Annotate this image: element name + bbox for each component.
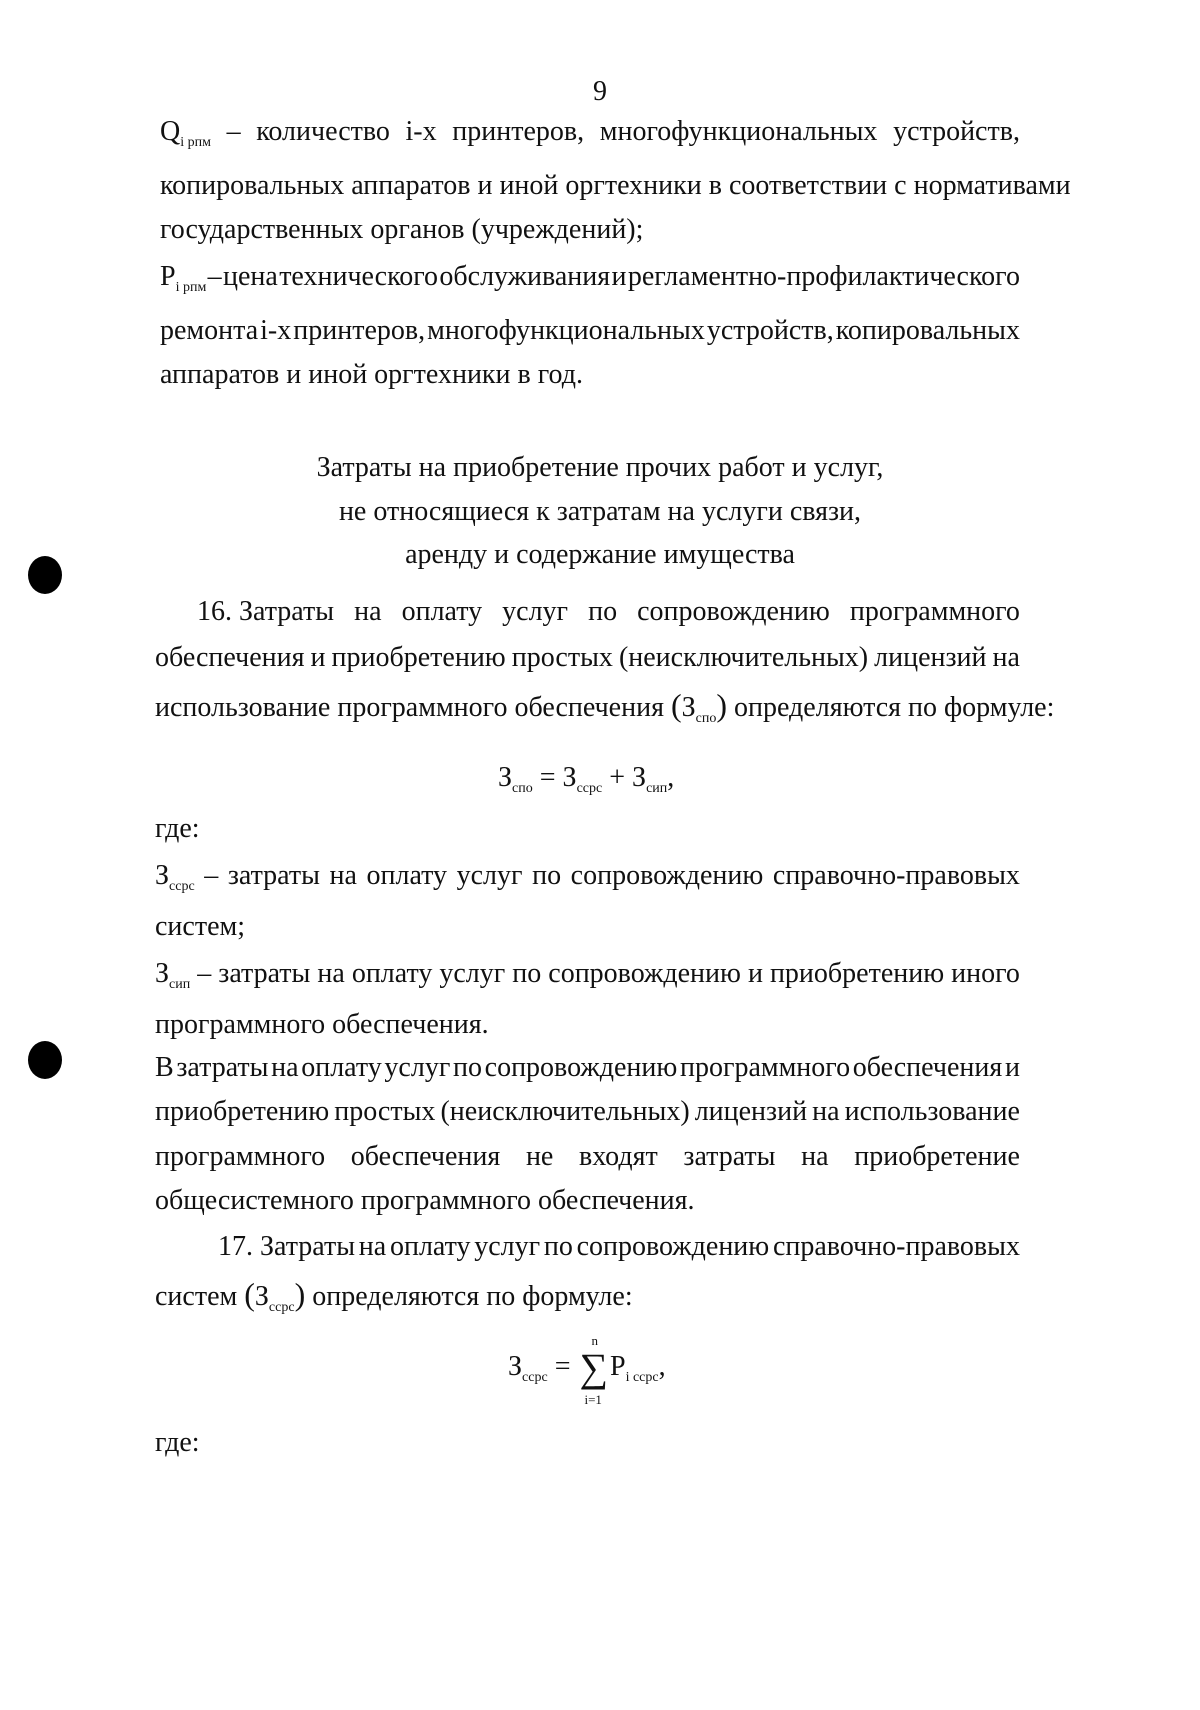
z-sip-symbol: $З_{сип}$ bbox=[155, 958, 191, 992]
q-symbol: $Q_{i рпм}$ bbox=[160, 116, 211, 150]
z-spo-symbol: $З_{спо}$ bbox=[681, 692, 717, 726]
where-label-2: где: bbox=[155, 1427, 200, 1458]
section-heading-line1: Затраты на приобретение прочих работ и услуг, bbox=[316, 452, 884, 483]
def-p-line2: ремонта i-х принтеров, многофункциональных устройств, копировальных bbox=[160, 315, 1020, 346]
item16-line3: использование программного обеспечения $(З_{спо})$ определяются по формуле: bbox=[155, 687, 1055, 726]
item16-line1: 16. Затраты на оплату услуг по сопровождению программного bbox=[197, 596, 1020, 627]
punch-hole-bottom bbox=[28, 1041, 62, 1079]
item17-line1: 17. Затраты на оплату услуг по сопровождению справочно-правовых bbox=[218, 1231, 1020, 1262]
note-line3: программного обеспечения не входят затраты на приобретение bbox=[155, 1141, 1020, 1172]
def-p-line1: $P_{i рпм}$ – цена технического обслуживания и регламентно-профилактического bbox=[160, 261, 1020, 295]
p-symbol: $P_{i рпм}$ bbox=[160, 261, 207, 295]
summation-sign: ∑ n i=1 bbox=[579, 1333, 608, 1407]
section-heading-line3: аренду и содержание имущества bbox=[405, 539, 795, 570]
note-line4: общесистемного программного обеспечения. bbox=[155, 1185, 695, 1216]
def-z-sip-line1: $З_{сип}$ – затраты на оплату услуг по сопровождению и приобретению иного bbox=[155, 958, 1020, 992]
page-number: 9 bbox=[593, 76, 607, 107]
def-z-sip-line2: программного обеспечения. bbox=[155, 1009, 489, 1040]
item17-line2: систем $(З_{ссрс})$ определяются по формуле: bbox=[155, 1276, 633, 1315]
def-q-line2: копировальных аппаратов и иной оргтехники в соответствии с нормативами bbox=[160, 170, 1071, 201]
note-line2: приобретению простых (неисключительных) лицензий на использование bbox=[155, 1096, 1020, 1127]
section-heading-line2: не относящиеся к затратам на услуги связи, bbox=[338, 496, 862, 527]
formula-z-spo: $З_{спо} = З_{ссрс} + З_{сип}$, bbox=[498, 762, 675, 796]
def-z-ssps-line1: $З_{ссрс}$ – затраты на оплату услуг по сопровождению справочно-правовых bbox=[155, 860, 1020, 894]
item16-line2: обеспечения и приобретению простых (неисключительных) лицензий на bbox=[155, 642, 1020, 673]
where-label-1: где: bbox=[155, 813, 200, 844]
def-q-line3: государственных органов (учреждений); bbox=[160, 214, 644, 245]
z-ssps-symbol-inline: $З_{ссрс}$ bbox=[254, 1281, 295, 1315]
def-p-line3: аппаратов и иной оргтехники в год. bbox=[160, 359, 583, 390]
def-q-line1: $Q_{i рпм}$ – количество i-х принтеров, многофункциональных устройств, bbox=[160, 116, 1020, 150]
def-z-ssps-line2: систем; bbox=[155, 911, 246, 942]
note-line1: В затраты на оплату услуг по сопровождению программного обеспечения и bbox=[155, 1052, 1020, 1083]
z-ssps-symbol: $З_{ссрс}$ bbox=[155, 860, 195, 894]
formula-z-ssps: $З_{ссрс}$ = ∑ n i=1 $P_{i ссрс}$, bbox=[508, 1333, 666, 1407]
